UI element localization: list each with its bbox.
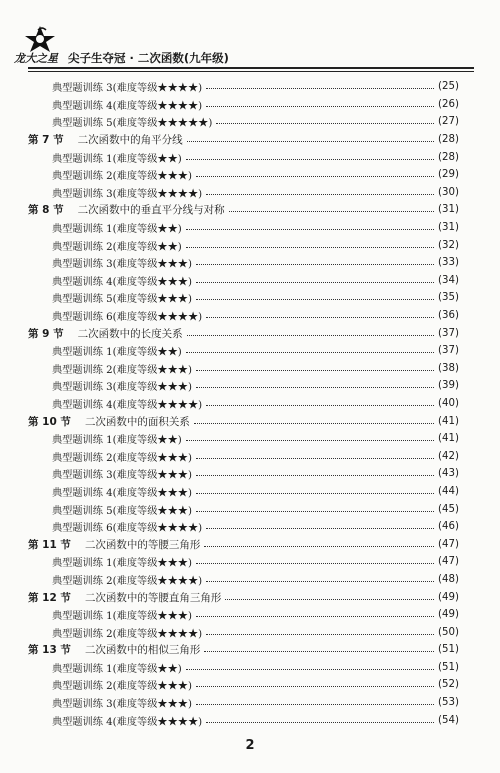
page-ref: (54)	[438, 714, 459, 726]
dot-leader	[204, 546, 434, 547]
entry-label: 典型题训练 1(难度等级★★)	[52, 347, 182, 359]
toc-entry[interactable]	[0, 623, 500, 641]
toc-entry[interactable]	[0, 395, 500, 413]
dot-leader	[187, 141, 434, 142]
dot-leader	[196, 264, 434, 265]
section-number: 第 13 节	[28, 644, 71, 657]
entry-label: 典型题训练 4(难度等级★★★)	[52, 276, 192, 288]
entry-label: 典型题训练 2(难度等级★★)	[52, 241, 182, 253]
entry-label: 典型题训练 1(难度等级★★)	[52, 435, 182, 447]
section-number: 第 12 节	[28, 591, 71, 604]
dot-leader	[187, 335, 434, 336]
toc-entry[interactable]	[0, 148, 500, 166]
toc-entry[interactable]	[0, 113, 500, 131]
toc-entry[interactable]	[0, 447, 500, 465]
dot-leader	[206, 528, 434, 529]
toc-entry[interactable]	[0, 360, 500, 378]
section-number: 第 9 节	[28, 327, 64, 340]
dot-leader	[186, 352, 434, 353]
page-ref: (27)	[438, 116, 459, 128]
entry-label: 典型题训练 3(难度等级★★★)	[52, 470, 192, 482]
page-ref: (39)	[438, 380, 459, 392]
table-of-contents	[0, 78, 500, 729]
entry-label: 典型题训练 5(难度等级★★★)	[52, 505, 192, 517]
dot-leader	[196, 282, 434, 283]
section-title: 二次函数中的垂直平分线与对称	[77, 204, 225, 217]
page-ref: (46)	[438, 521, 459, 533]
toc-section-heading[interactable]	[0, 588, 500, 606]
entry-label: 典型题训练 1(难度等级★★)	[52, 224, 182, 236]
section-number: 第 11 节	[28, 538, 71, 551]
entry-label: 典型题训练 2(难度等级★★★)	[52, 452, 192, 464]
entry-label: 典型题训练 4(难度等级★★★★)	[52, 716, 203, 728]
page-ref: (25)	[438, 81, 459, 93]
toc-entry[interactable]	[0, 606, 500, 624]
dot-leader	[196, 458, 434, 459]
toc-entry[interactable]	[0, 219, 500, 237]
entry-label: 典型题训练 2(难度等级★★★)	[52, 364, 192, 376]
dot-leader	[196, 475, 434, 476]
dot-leader	[196, 370, 434, 371]
page-ref: (44)	[438, 485, 459, 497]
page-ref: (48)	[438, 573, 459, 585]
dot-leader	[196, 511, 434, 512]
toc-section-heading[interactable]	[0, 535, 500, 553]
toc-entry[interactable]	[0, 236, 500, 254]
page-ref: (37)	[438, 345, 459, 357]
page-ref: (49)	[438, 591, 459, 603]
entry-label: 典型题训练 4(难度等级★★★)	[52, 487, 192, 499]
header-rule-thin	[28, 71, 474, 72]
toc-entry[interactable]	[0, 78, 500, 96]
page-ref: (42)	[438, 450, 459, 462]
toc-entry[interactable]	[0, 184, 500, 202]
dot-leader	[196, 563, 434, 564]
entry-label: 典型题训练 2(难度等级★★★)	[52, 171, 192, 183]
dot-leader	[206, 88, 434, 89]
toc-entry[interactable]	[0, 500, 500, 518]
page-ref: (53)	[438, 697, 459, 709]
page-number: 2	[245, 738, 255, 753]
entry-label: 典型题训练 3(难度等级★★★★)	[52, 83, 203, 95]
entry-label: 典型题训练 3(难度等级★★★★)	[52, 188, 203, 200]
toc-entry[interactable]	[0, 553, 500, 571]
toc-entry[interactable]	[0, 694, 500, 712]
dot-leader	[206, 106, 434, 107]
entry-label: 典型题训练 5(难度等级★★★★★)	[52, 118, 213, 130]
entry-label: 典型题训练 2(难度等级★★★★)	[52, 628, 203, 640]
entry-label: 典型题训练 1(难度等级★★)	[52, 153, 182, 165]
entry-label: 典型题训练 3(难度等级★★★)	[52, 259, 192, 271]
toc-section-heading[interactable]	[0, 131, 500, 149]
toc-section-heading[interactable]	[0, 201, 500, 219]
section-title: 二次函数中的等腰三角形	[84, 538, 201, 551]
section-number: 第 8 节	[28, 204, 64, 217]
dot-leader	[206, 405, 434, 406]
dot-leader	[186, 159, 434, 160]
section-number: 第 7 节	[28, 134, 64, 147]
section-title: 二次函数中的相似三角形	[84, 644, 201, 657]
dot-leader	[196, 686, 434, 687]
section-number: 第 10 节	[28, 415, 71, 428]
page-ref: (28)	[438, 134, 459, 146]
dot-leader	[196, 616, 434, 617]
section-title: 二次函数中的长度关系	[77, 327, 183, 340]
dot-leader	[186, 440, 434, 441]
dot-leader	[204, 651, 434, 652]
dot-leader	[196, 176, 434, 177]
page-ref: (45)	[438, 503, 459, 515]
entry-label: 典型题训练 1(难度等级★★★)	[52, 611, 192, 623]
page-header	[0, 0, 500, 72]
page-ref: (38)	[438, 362, 459, 374]
dot-leader	[206, 634, 434, 635]
dot-leader	[216, 123, 434, 124]
page-ref: (28)	[438, 151, 459, 163]
dot-leader	[225, 599, 434, 600]
page-ref: (49)	[438, 609, 459, 621]
entry-label: 典型题训练 6(难度等级★★★★)	[52, 523, 203, 535]
entry-label: 典型题训练 2(难度等级★★★★)	[52, 575, 203, 587]
page-ref: (36)	[438, 310, 459, 322]
page-ref: (52)	[438, 679, 459, 691]
toc-entry[interactable]	[0, 96, 500, 114]
page-ref: (41)	[438, 433, 459, 445]
dot-leader	[196, 493, 434, 494]
page-ref: (34)	[438, 274, 459, 286]
page-ref: (37)	[438, 327, 459, 339]
section-title: 二次函数中的面积关系	[84, 415, 190, 428]
toc-entry[interactable]	[0, 571, 500, 589]
dot-leader	[196, 299, 434, 300]
page-ref: (31)	[438, 204, 459, 216]
toc-section-heading[interactable]	[0, 324, 500, 342]
toc-entry[interactable]	[0, 465, 500, 483]
page-ref: (29)	[438, 169, 459, 181]
dot-leader	[186, 669, 434, 670]
page-ref: (50)	[438, 626, 459, 638]
page-ref: (30)	[438, 186, 459, 198]
section-title: 二次函数中的等腰直角三角形	[84, 591, 222, 604]
page-ref: (35)	[438, 292, 459, 304]
dot-leader	[186, 229, 434, 230]
toc-entry[interactable]	[0, 377, 500, 395]
toc-entry[interactable]	[0, 676, 500, 694]
page-ref: (43)	[438, 468, 459, 480]
page-ref: (41)	[438, 415, 459, 427]
entry-label: 典型题训练 3(难度等级★★★)	[52, 699, 192, 711]
entry-label: 典型题训练 1(难度等级★★)	[52, 663, 182, 675]
dot-leader	[196, 704, 434, 705]
toc-entry[interactable]	[0, 307, 500, 325]
entry-label: 典型题训练 3(难度等级★★★)	[52, 382, 192, 394]
dot-leader	[206, 722, 434, 723]
toc-entry[interactable]	[0, 659, 500, 677]
page-ref: (51)	[438, 661, 459, 673]
book-title: 尖子生夺冠 · 二次函数(九年级)	[68, 51, 229, 65]
dot-leader	[196, 387, 434, 388]
toc-entry[interactable]	[0, 166, 500, 184]
toc-section-heading[interactable]	[0, 641, 500, 659]
page-ref: (32)	[438, 239, 459, 251]
page-ref: (31)	[438, 222, 459, 234]
dot-leader	[194, 423, 434, 424]
entry-label: 典型题训练 4(难度等级★★★★)	[52, 399, 203, 411]
dot-leader	[206, 317, 434, 318]
section-title: 二次函数中的角平分线	[77, 134, 183, 147]
dot-leader	[229, 211, 434, 212]
toc-entry[interactable]	[0, 272, 500, 290]
page-ref: (33)	[438, 257, 459, 269]
entry-label: 典型题训练 2(难度等级★★★)	[52, 681, 192, 693]
toc-entry[interactable]	[0, 289, 500, 307]
header-rule-thick	[28, 67, 474, 69]
page-ref: (47)	[438, 538, 459, 550]
page-ref: (51)	[438, 644, 459, 656]
toc-entry[interactable]	[0, 342, 500, 360]
toc-entry[interactable]	[0, 518, 500, 536]
page-ref: (26)	[438, 98, 459, 110]
toc-entry[interactable]	[0, 430, 500, 448]
dot-leader	[206, 581, 434, 582]
page-ref: (47)	[438, 556, 459, 568]
dot-leader	[206, 194, 434, 195]
entry-label: 典型题训练 1(难度等级★★★)	[52, 558, 192, 570]
toc-section-heading[interactable]	[0, 412, 500, 430]
entry-label: 典型题训练 6(难度等级★★★★)	[52, 312, 203, 324]
entry-label: 典型题训练 4(难度等级★★★★)	[52, 100, 203, 112]
entry-label: 典型题训练 5(难度等级★★★)	[52, 294, 192, 306]
brand-name: 龙大之星	[14, 52, 58, 65]
toc-entry[interactable]	[0, 483, 500, 501]
toc-entry[interactable]	[0, 254, 500, 272]
toc-entry[interactable]	[0, 711, 500, 729]
dot-leader	[186, 247, 434, 248]
page-ref: (40)	[438, 397, 459, 409]
